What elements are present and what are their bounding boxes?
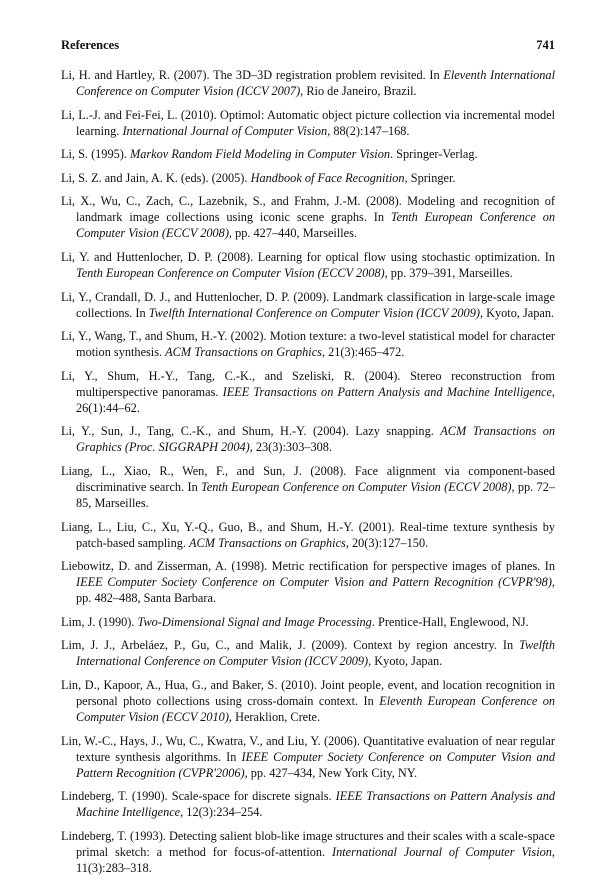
reference-text: , pp. 427–440, Marseilles. [228, 226, 358, 241]
reference-text: Lin, D., Kapoor, A., Hua, G., and Baker, S. (2010). Joint people, event, and location recognition in personal photo collections using cross-domain context. In [61, 677, 555, 708]
reference-entry [61, 519, 555, 551]
reference-entry [61, 828, 555, 876]
reference-venue: Handbook of Face Recognition [250, 170, 405, 185]
reference-text: , 21(3):465–472. [321, 345, 405, 360]
reference-entry [61, 423, 555, 455]
reference-text: . Prentice-Hall, Englewood, NJ. [371, 614, 529, 629]
reference-text: , pp. 427–434, New York City, NY. [244, 765, 418, 780]
page-number: 741 [536, 38, 555, 52]
reference-text: Li, H. and Hartley, R. (2007). The 3D–3D registration problem revisited. In [61, 68, 444, 82]
reference-list [61, 67, 555, 883]
reference-text: . Springer-Verlag. [390, 147, 478, 162]
reference-venue: Tenth European Conference on Computer Vision (ECCV 2008) [201, 479, 512, 494]
reference-entry [61, 249, 555, 281]
reference-text: Li, Y., Wang, T., and Shum, H.-Y. (2002). Motion texture: a two-level statistical model for character motion synthesis. [61, 329, 555, 360]
reference-text: , Springer. [404, 170, 456, 185]
reference-entry [61, 107, 555, 139]
reference-text: , pp. 72–85, Marseilles. [76, 479, 555, 510]
reference-text: , Rio de Janeiro, Brazil. [300, 84, 417, 98]
reference-entry [61, 677, 555, 725]
reference-venue: IEEE Transactions on Pattern Analysis and Machine Intelligence [222, 384, 552, 399]
reference-venue: Twelfth International Conference on Computer Vision (ICCV 2009) [148, 305, 480, 320]
reference-entry [61, 193, 555, 241]
reference-text: Li, S. Z. and Jain, A. K. (eds). (2005). [61, 170, 251, 185]
reference-text: , pp. 482–488, Santa Barbara. [76, 575, 555, 606]
reference-venue: Eleventh International Conference on Computer Vision (ICCV 2007) [76, 68, 555, 98]
reference-entry [61, 637, 555, 669]
reference-text: , pp. 379–391, Marseilles. [384, 265, 513, 280]
reference-text: Lin, W.-C., Hays, J., Wu, C., Kwatra, V., and Liu, Y. (2006). Quantitative evaluation of near regular texture synthesis algorithms. In [61, 733, 555, 764]
reference-text: Li, Y. and Huttenlocher, D. P. (2008). Learning for optical flow using stochastic optimization. In [61, 249, 555, 264]
reference-entry [61, 733, 555, 781]
reference-venue: ACM Transactions on Graphics [165, 345, 322, 360]
reference-text: , Kyoto, Japan. [479, 305, 555, 320]
reference-venue: ACM Transactions on Graphics [189, 535, 346, 550]
reference-venue: Markov Random Field Modeling in Computer Vision [130, 147, 391, 162]
reference-venue: IEEE Computer Society Conference on Computer Vision and Pattern Recognition (CVPR'2006) [76, 749, 555, 780]
reference-text: Li, Y., Crandall, D. J., and Huttenlocher, D. P. (2009). Landmark classification in large-scale image collections. In [61, 289, 555, 320]
reference-text: Lim, J. J., Arbeláez, P., Gu, C., and Malik, J. (2009). Context by region ancestry. In [61, 638, 520, 653]
reference-text: Liang, L., Liu, C., Xu, Y.-Q., Guo, B., and Shum, H.-Y. (2001). Real-time texture synthesis by patch-based sampling. [61, 519, 555, 550]
reference-venue: ACM Transactions on Graphics (Proc. SIGGRAPH 2004) [76, 424, 556, 455]
reference-venue: Twelfth International Conference on Computer Vision (ICCV 2009) [76, 638, 555, 669]
reference-entry [61, 328, 555, 360]
reference-text: Li, Y., Shum, H.-Y., Tang, C.-K., and Szeliski, R. (2004). Stereo reconstruction from multiperspective panoramas. [61, 368, 555, 399]
reference-venue: International Journal of Computer Vision [332, 844, 552, 859]
reference-text: Li, X., Wu, C., Zach, C., Lazebnik, S., and Frahm, J.-M. (2008). Modeling and recognition of landmark image collections using iconic scene graphs. In [61, 194, 555, 225]
reference-venue: Tenth European Conference on Computer Vision (ECCV 2008) [76, 210, 555, 241]
reference-entry [61, 146, 555, 162]
reference-text: Liebowitz, D. and Zisserman, A. (1998). Metric rectification for perspective images of planes. In [61, 559, 555, 574]
reference-venue: Eleventh European Conference on Computer Vision (ECCV 2010) [76, 693, 555, 724]
reference-venue: Tenth European Conference on Computer Vision (ECCV 2008) [76, 265, 385, 280]
running-header [61, 38, 555, 53]
reference-entry [61, 67, 555, 99]
reference-venue: Two-Dimensional Signal and Image Processing [137, 614, 372, 629]
reference-entry [61, 170, 555, 186]
section-title: References [61, 38, 120, 52]
reference-text: Li, S. (1995). [61, 147, 130, 162]
reference-entry [61, 614, 555, 630]
reference-text: , 23(3):303–308. [249, 440, 333, 455]
reference-text: Lindeberg, T. (1990). Scale-space for discrete signals. [61, 789, 336, 804]
reference-text: Liang, L., Xiao, R., Wen, F., and Sun, J. (2008). Face alignment via component-based discriminative search. In [61, 463, 555, 494]
reference-venue: International Journal of Computer Vision [122, 123, 328, 138]
reference-entry [61, 788, 555, 820]
reference-text: , 88(2):147–168. [327, 123, 410, 138]
reference-text: Lim, J. (1990). [61, 614, 138, 629]
reference-entry [61, 368, 555, 416]
reference-text: , Heraklion, Crete. [228, 709, 321, 724]
reference-entry [61, 289, 555, 321]
reference-entry [61, 463, 555, 511]
reference-text: Li, Y., Sun, J., Tang, C.-K., and Shum, H.-Y. (2004). Lazy snapping. [61, 424, 441, 439]
reference-text: , 12(3):234–254. [180, 805, 263, 820]
reference-text: , 20(3):127–150. [345, 535, 429, 550]
reference-text: Lindeberg, T. (1993). Detecting salient blob-like image structures and their scales with a scale-space primal sketch: a method for focus-of-attention. [61, 828, 555, 859]
reference-text: Li, L.-J. and Fei-Fei, L. (2010). Optimol: Automatic object picture collection via incremental model learning. [61, 107, 555, 138]
reference-text: , 26(1):44–62. [76, 384, 555, 415]
reference-text: , Kyoto, Japan. [368, 654, 443, 669]
reference-entry [61, 558, 555, 606]
reference-text: , 11(3):283–318. [76, 844, 555, 875]
reference-venue: IEEE Computer Society Conference on Computer Vision and Pattern Recognition (CVPR'98) [76, 575, 552, 590]
reference-venue: IEEE Transactions on Pattern Analysis and Machine Intelligence [76, 789, 555, 820]
